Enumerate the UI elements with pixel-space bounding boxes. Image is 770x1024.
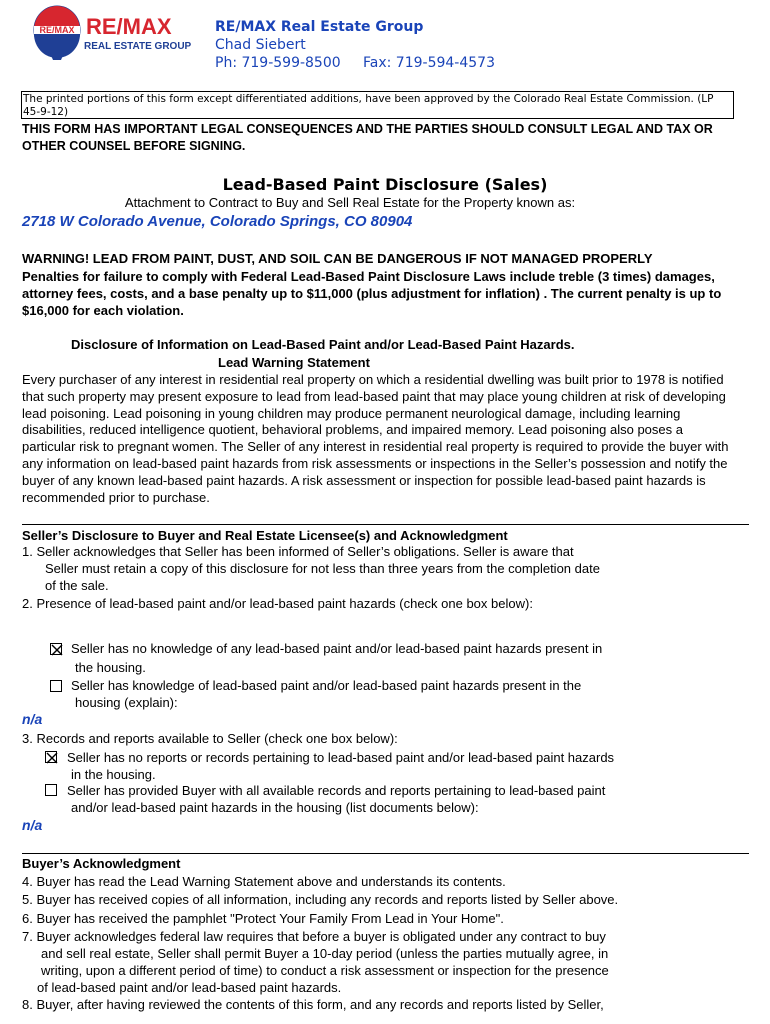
no-records-label: Seller has no reports or records pertaining to lead-based paint and/or lead-based paint hazards [67, 750, 615, 765]
has-knowledge-checkbox[interactable] [50, 680, 62, 692]
buyer-section-heading: Buyer’s Acknowledgment [22, 856, 181, 871]
has-knowledge-label-cont: housing (explain): [75, 695, 178, 710]
penalties-text: Penalties for failure to comply with Federal Lead-Based Paint Disclosure Laws include treble (3 times) damages, attorney fees, costs, and a base penalty up to $11,000 (plus adjustment for inflation) . The current penalty is up to $16,000 for each violation. [22, 269, 722, 318]
buyer-item-7-cont2: writing, upon a different period of time) to conduct a risk assessment or inspection for the presence [41, 963, 609, 978]
no-knowledge-checkbox[interactable] [50, 643, 62, 655]
remax-logo [30, 4, 202, 64]
provided-records-checkbox[interactable] [45, 784, 57, 796]
seller-section-heading: Seller’s Disclosure to Buyer and Real Estate Licensee(s) and Acknowledgment [22, 528, 508, 543]
buyer-item-8: 8. Buyer, after having reviewed the contents of this form, and any records and reports listed by Seller, [22, 997, 604, 1012]
buyer-item-7: 7. Buyer acknowledges federal law requires that before a buyer is obligated under any contract to buy [22, 929, 606, 944]
checkmark-x-icon [46, 752, 58, 764]
form-subtitle: Attachment to Contract to Buy and Sell Real Estate for the Property known as: [124, 195, 576, 210]
no-records-label-cont: in the housing. [71, 767, 156, 782]
no-knowledge-label-cont: the housing. [75, 660, 146, 675]
section-divider [22, 524, 749, 525]
fax-number: Fax: 719-594-4573 [363, 55, 495, 71]
seller-item-1-end: of the sale. [45, 578, 109, 593]
commission-notice: The printed portions of this form except differentiated additions, have been approved by the Colorado Real Estate Commission. (LP 45-9-12) [21, 91, 734, 119]
seller-item-3: 3. Records and reports available to Seller (check one box below): [22, 731, 398, 746]
lead-warning: WARNING! LEAD FROM PAINT, DUST, AND SOIL CAN BE DANGEROUS IF NOT MANAGED PROPERLY [22, 251, 653, 266]
disclosure-heading: Disclosure of Information on Lead-Based Paint and/or Lead-Based Paint Hazards. [71, 337, 575, 352]
legal-warning-header: THIS FORM HAS IMPORTANT LEGAL CONSEQUENCES AND THE PARTIES SHOULD CONSULT LEGAL AND TAX OR OTHER COUNSEL BEFORE SIGNING. [22, 122, 713, 153]
agent-name: Chad Siebert [215, 37, 306, 53]
phone-number: Ph: 719-599-8500 [215, 55, 341, 71]
buyer-item-7-cont1: and sell real estate, Seller shall permit Buyer a 10-day period (unless the parties mutually agree, in [41, 946, 609, 961]
documents-field[interactable]: n/a [22, 817, 43, 833]
has-knowledge-label: Seller has knowledge of lead-based paint and/or lead-based paint hazards present in the [71, 678, 582, 693]
buyer-item-5: 5. Buyer has received copies of all information, including any records and reports listed by Seller above. [22, 892, 619, 907]
property-address: 2718 W Colorado Avenue, Colorado Springs, CO 80904 [22, 213, 413, 230]
company-name: RE/MAX Real Estate Group [215, 19, 424, 35]
no-knowledge-label: Seller has no knowledge of any lead-based paint and/or lead-based paint hazards present in [71, 641, 603, 656]
svg-text:REAL ESTATE GROUP: REAL ESTATE GROUP [84, 41, 192, 52]
balloon-logo-icon [30, 4, 202, 64]
section-divider [22, 853, 749, 854]
buyer-item-7-cont3: of lead-based paint and/or lead-based paint hazards. [37, 980, 342, 995]
explain-field[interactable]: n/a [22, 711, 43, 727]
no-records-checkbox[interactable] [45, 751, 57, 763]
buyer-item-6: 6. Buyer has received the pamphlet "Protect Your Family From Lead in Your Home". [22, 911, 504, 926]
seller-item-1-cont: Seller must retain a copy of this disclosure for not less than three years from the completion date [45, 561, 600, 576]
seller-item-2: 2. Presence of lead-based paint and/or lead-based paint hazards (check one box below): [22, 596, 533, 611]
provided-records-label: Seller has provided Buyer with all available records and reports pertaining to lead-based paint [67, 783, 606, 798]
seller-item-1: 1. Seller acknowledges that Seller has been informed of Seller’s obligations. Seller is aware that [22, 544, 574, 559]
lead-warning-statement: Every purchaser of any interest in residential real property on which a residential dwelling was built prior to 1978 is notified that such property may present exposure to lead from lead-based paint that may place young children at risk of developing lead poisoning. Lead poisoning in young children may produce permanent neurological damage, including learning disabilities, reduced intelligence quotient, behavioral problems, and impaired memory. Lead poisoning also poses a particular risk to pregnant women. The Seller of any interest in residential real property is required to provide the buyer with any information on lead-based paint hazards from risk assessments or inspections in the Seller’s possession and notify the buyer of any known lead-based paint hazards. A risk assessment or inspection for possible lead-based paint hazards is recommended prior to purchase. [22, 372, 729, 505]
statement-heading: Lead Warning Statement [218, 355, 370, 370]
buyer-item-4: 4. Buyer has read the Lead Warning Statement above and understands its contents. [22, 874, 506, 889]
form-title: Lead-Based Paint Disclosure (Sales) [222, 175, 548, 194]
checkmark-x-icon [51, 644, 63, 656]
provided-records-label-cont: and/or lead-based paint hazards in the housing (list documents below): [71, 800, 479, 815]
svg-text:RE/MAX: RE/MAX [39, 25, 75, 35]
svg-text:RE/MAX: RE/MAX [86, 14, 172, 39]
